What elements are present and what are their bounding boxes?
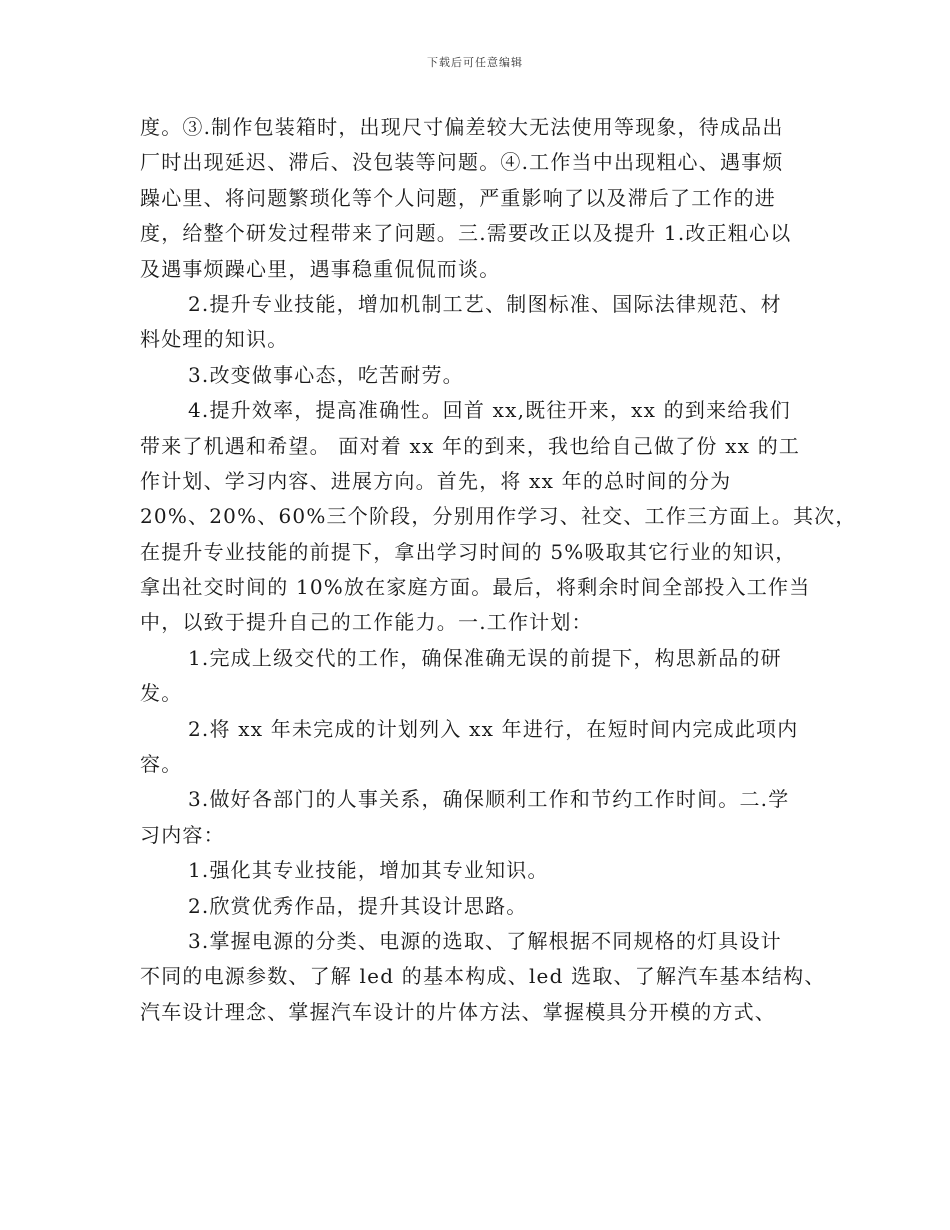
text-line: 汽车设计理念、掌握汽车设计的片体方法、掌握模具分开模的方式、 [140,999,776,1024]
text-line: 4.提升效率，提高准确性。回首 xx,既往开来，xx 的到来给我们 [188,398,791,423]
text-line: 3.改变做事心态，吃苦耐劳。 [188,362,464,387]
text-line: 度。③.制作包装箱时，出现尺寸偏差较大无法使用等现象，待成品出 [140,115,784,139]
text-line: 在提升专业技能的前提下，拿出学习时间的 5%吸取其它行业的知识， [140,539,797,564]
text-line: 拿出社交时间的 10%放在家庭方面。最后，将剩余时间全部投入工作当 [140,575,811,600]
text-line: 带来了机遇和希望。 面对着 xx 年的到来，我也给自己做了份 xx 的工 [140,433,801,458]
text-line: 厂时出现延迟、滞后、没包装等问题。④.工作当中出现粗心、遇事烦 [140,150,784,175]
text-line: 度，给整个研发过程带来了问题。三.需要改正以及提升 1.改正粗心以 [140,221,792,246]
text-line: 2.欣赏优秀作品，提升其设计思路。 [188,893,528,918]
text-line: 2.提升专业技能，增加机制工艺、制图标准、国际法律规范、材 [188,291,782,316]
text-line: 及遇事烦躁心里，遇事稳重侃侃而谈。 [140,256,501,281]
text-line: 不同的电源参数、了解 led 的基本构成、led 选取、了解汽车基本结构、 [140,964,826,989]
text-line: 中，以致于提升自己的工作能力。一.工作计划： [140,610,593,635]
text-line: 容。 [140,752,183,777]
text-line: 2.将 xx 年未完成的计划列入 xx 年进行，在短时间内完成此项内 [188,716,799,741]
text-line: 20%、20%、60%三个阶段，分别用作学习、社交、工作三方面上。其次， [140,504,857,529]
text-line: 躁心里、将问题繁琐化等个人问题，严重影响了以及滞后了工作的进 [140,185,776,210]
page-header: 下载后可任意编辑 [427,56,523,69]
text-line: 作计划、学习内容、进展方向。首先，将 xx 年的总时间的分为 [140,468,732,493]
text-line: 1.完成上级交代的工作，确保准确无误的前提下，构思新品的研 [188,645,782,670]
text-line: 1.强化其专业技能，增加其专业知识。 [188,858,549,883]
text-line: 3.掌握电源的分类、电源的选取、了解根据不同规格的灯具设计 [188,928,782,953]
document-body [140,110,857,1030]
text-line: 习内容： [140,822,225,847]
text-line: 3.做好各部门的人事关系，确保顺利工作和节约工作时间。二.学 [188,787,790,812]
text-line: 料处理的知识。 [140,327,289,352]
text-line: 发。 [140,681,183,706]
